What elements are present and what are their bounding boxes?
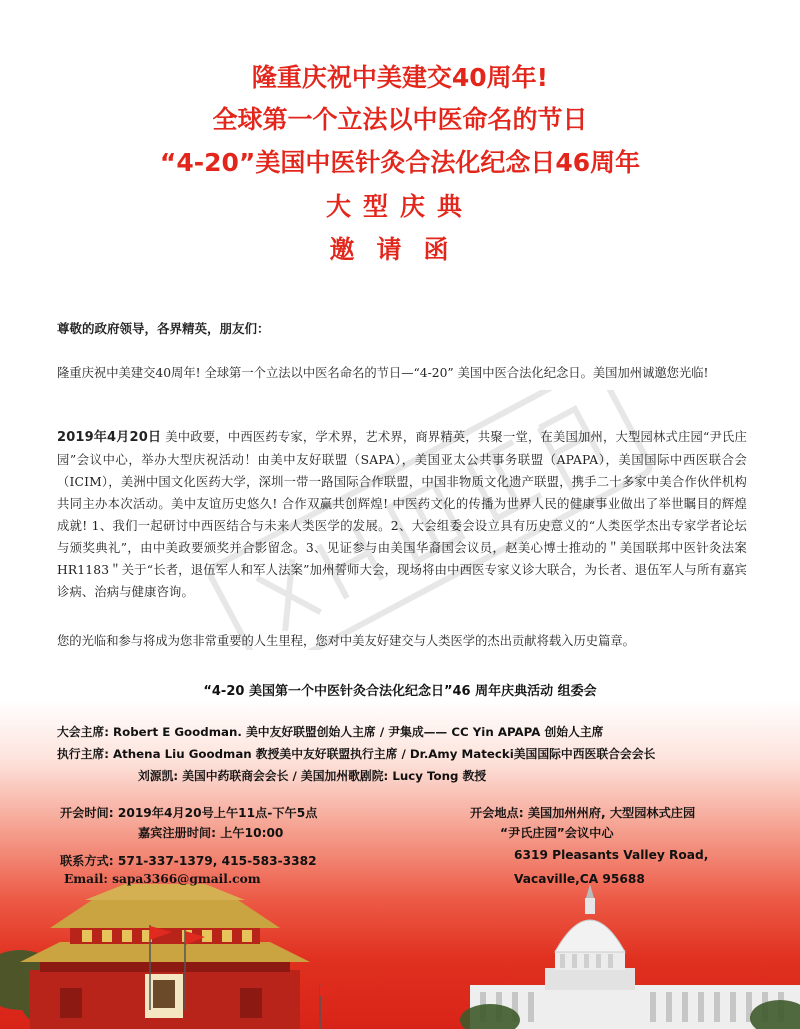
address-line-2: Vacaville,CA 95688 xyxy=(514,872,645,886)
executive-chair-line-2: 刘源凯: 美国中药联商会会长 / 美国加州歌剧院: Lucy Tong 教授 xyxy=(138,769,487,783)
title-line-1: 隆重庆祝中美建交40周年! xyxy=(251,63,549,92)
event-paragraph xyxy=(57,426,747,603)
venue-name: “尹氏庄园”会议中心 xyxy=(500,826,614,840)
landmarks-illustration-icon xyxy=(0,870,800,1029)
organizing-committee: “4-20 美国第一个中医针灸合法化纪念日”46 周年庆典活动 组委会 xyxy=(203,684,597,699)
contact-phone: 联系方式: 571-337-1379, 415-583-3382 xyxy=(60,854,317,868)
chair-line: 大会主席: Robert E Goodman. 美中友好联盟创始人主席 / 尹集成—— CC Yin APAPA 创始人主席 xyxy=(57,725,604,739)
greeting: 尊敬的政府领导，各界精英，朋友们： xyxy=(57,321,270,336)
title-line-5: 邀请函 xyxy=(329,235,471,264)
registration-time: 嘉宾注册时间: 上午10:00 xyxy=(138,826,284,840)
venue-label: 开会地点: 美国加州州府, 大型园林式庄园 xyxy=(470,806,696,820)
closing-paragraph: 您的光临和参与将成为您非常重要的人生里程，您对中美友好建交与人类医学的杰出贡献将载入历史篇章。 xyxy=(57,634,635,648)
title-line-3: “4-20”美国中医针灸合法化纪念日46周年 xyxy=(159,148,641,177)
event-description: 美中政要，中西医药专家，学术界，艺术界，商界精英，共聚一堂，在美国加州，大型园林式庄园“尹氏庄园”会议中心，举办大型庆祝活动！由美中友好联盟（SAPA），美国亚太公共事务联盟（APAPA），美国国际中西医联合会（ICIM），美洲中国文化医药大学，深圳一带一路国际合作联盟，中国非物质文化遗产联盟，携手二十多家中美合作伙伴机构共同主办本次活动。美中友谊历史悠久! 合作双赢共创辉煌! 中医药文化的传播为世界人民的健康事业做出了举世瞩目的辉煌成就! 1、我们一起研讨中西医结合与未来人类医学的发展。2、大会组委会设立具有历史意义的“人类医学杰出专家学者论坛与颁奖典礼”，由中美政要颁奖并合影留念。3、见证参与由美国华裔国会议员，赵美心博士推动的＂美国联邦中医针灸法案HR1183＂关于“长者，退伍军人和军人法案”加州誓师大会，现场将由中西医专家义诊大联合，为长者、退伍军人与所有嘉宾诊病、治病与健康咨询。 xyxy=(57,430,747,599)
contact-email[interactable]: Email: sapa3366@gmail.com xyxy=(64,872,261,886)
address-line-1: 6319 Pleasants Valley Road, xyxy=(514,848,709,862)
event-date: 2019年4月20日 xyxy=(57,430,162,445)
intro-paragraph: 隆重庆祝中美建交40周年! 全球第一个立法以中医名命名的节日—“4-20” 美国中医合法化纪念日。美国加州诚邀您光临! xyxy=(57,366,709,380)
title-line-2: 全球第一个立法以中医命名的节日 xyxy=(212,105,588,134)
executive-chair-line: 执行主席: Athena Liu Goodman 教授美中友好联盟执行主席 / Dr.Amy Matecki美国国际中西医联合会会长 xyxy=(57,747,656,761)
title-line-4: 大型庆典 xyxy=(325,192,474,221)
meeting-time: 开会时间: 2019年4月20号上午11点-下午5点 xyxy=(60,806,318,820)
